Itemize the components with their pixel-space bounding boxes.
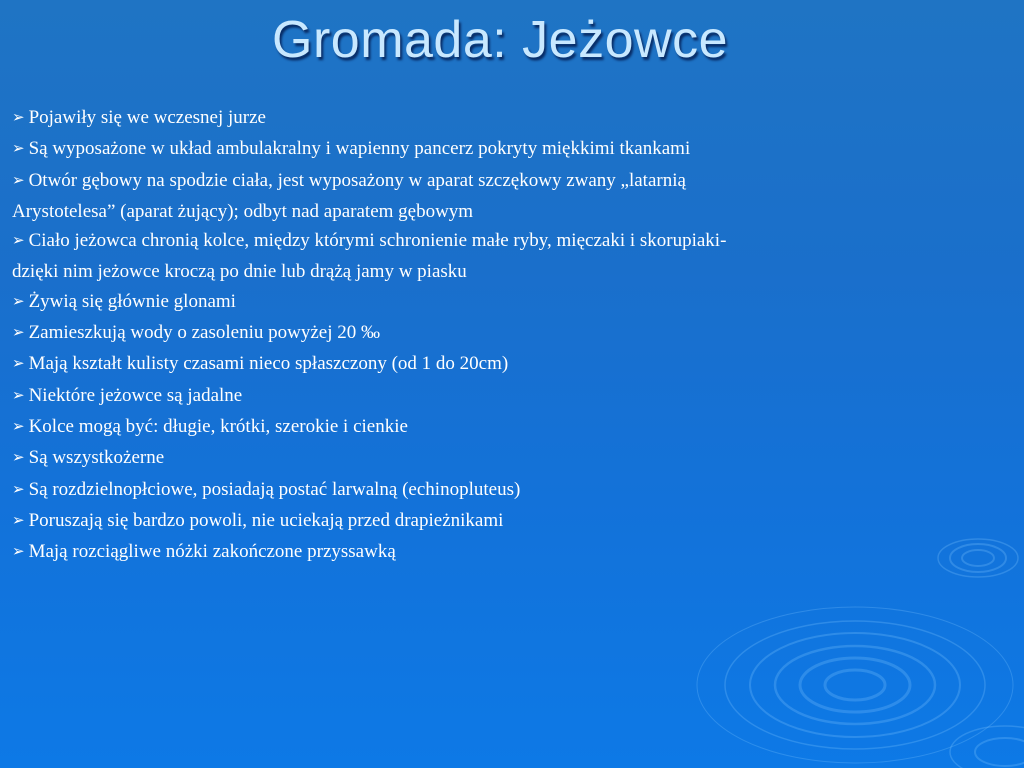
bullet-text: Niektóre jeżowce są jadalne: [28, 384, 243, 406]
bullet-text: Pojawiły się we wczesnej jurze: [28, 107, 266, 128]
bullet-item: [12, 226, 1012, 287]
arrowhead-bullet-icon: ➢: [12, 172, 25, 189]
arrowhead-bullet-icon: ➢: [12, 356, 25, 373]
bullet-text: Otwór gębowy na spodzie ciała, jest wyposażony w aparat szczękowy zwany „latarnią: [28, 169, 686, 191]
arrowhead-bullet-icon: ➢: [12, 325, 25, 342]
bullet-text: Mają rozciągliwe nóżki zakończone przyssawką: [28, 541, 396, 563]
arrowhead-bullet-icon: ➢: [12, 110, 25, 126]
bullet-line: [12, 381, 1012, 412]
bullet-line: [12, 287, 1012, 318]
arrowhead-bullet-icon: ➢: [12, 418, 25, 435]
bullet-item: [12, 103, 1012, 134]
bullet-line: [12, 475, 1012, 506]
bullet-text: Kolce mogą być: długie, krótki, szerokie i cienkie: [28, 415, 408, 437]
bullet-text: Są wyposażone w układ ambulakralny i wapienny pancerz pokryty miękkimi tkankami: [28, 138, 691, 160]
bullet-item: [12, 166, 1012, 227]
bullet-text: Są rozdzielnopłciowe, posiadają postać larwalną (echinopluteus): [28, 478, 521, 500]
slide-title: Gromada: Jeżowce: [272, 11, 728, 69]
bullet-text: Zamieszkują wody o zasoleniu powyżej 20 ‰: [28, 322, 380, 344]
bullet-line: [12, 197, 1012, 226]
bullet-line: [12, 134, 1012, 165]
bullet-line: [12, 443, 1012, 474]
bullet-item: [12, 134, 1012, 165]
bullet-line: [12, 318, 1012, 349]
bullet-text: Mają kształt kulisty czasami nieco spłaszczony (od 1 do 20cm): [28, 353, 509, 375]
bullet-text: Ciało jeżowca chronią kolce, między którymi schronienie małe ryby, mięczaki i skorupiaki-: [28, 230, 727, 252]
arrowhead-bullet-icon: ➢: [12, 233, 25, 250]
arrowhead-bullet-icon: ➢: [12, 544, 25, 561]
bullet-item: [12, 318, 1012, 349]
arrowhead-bullet-icon: ➢: [12, 293, 25, 310]
bullet-item: [12, 537, 1012, 568]
arrowhead-bullet-icon: ➢: [12, 512, 25, 529]
arrowhead-bullet-icon: ➢: [12, 481, 25, 498]
bullet-line: [12, 349, 1012, 380]
bullet-line: [12, 506, 1012, 537]
bullet-line: [12, 103, 1012, 134]
arrowhead-bullet-icon: ➢: [12, 387, 25, 404]
bullet-line: [12, 166, 1012, 197]
bullet-item: [12, 443, 1012, 474]
bullet-line: [12, 412, 1012, 443]
bullet-text: Arystotelesa” (aparat żujący); odbyt nad aparatem gębowym: [12, 200, 474, 222]
bullet-item: [12, 475, 1012, 506]
bullet-line: [12, 226, 1012, 257]
bullet-list: [12, 103, 1012, 568]
bullet-line: [12, 257, 1012, 286]
bullet-line: [12, 537, 1012, 568]
bullet-item: [12, 506, 1012, 537]
bullet-text: dzięki nim jeżowce kroczą po dnie lub drążą jamy w piasku: [12, 261, 467, 283]
bullet-item: [12, 287, 1012, 318]
bullet-text: Żywią się głównie glonami: [28, 290, 236, 312]
bullet-text: Poruszają się bardzo powoli, nie uciekają przed drapieżnikami: [28, 509, 504, 531]
bullet-item: [12, 381, 1012, 412]
bullet-item: [12, 412, 1012, 443]
arrowhead-bullet-icon: ➢: [12, 450, 25, 467]
arrowhead-bullet-icon: ➢: [12, 141, 25, 158]
bullet-item: [12, 349, 1012, 380]
bullet-text: Są wszystkożerne: [28, 447, 165, 469]
